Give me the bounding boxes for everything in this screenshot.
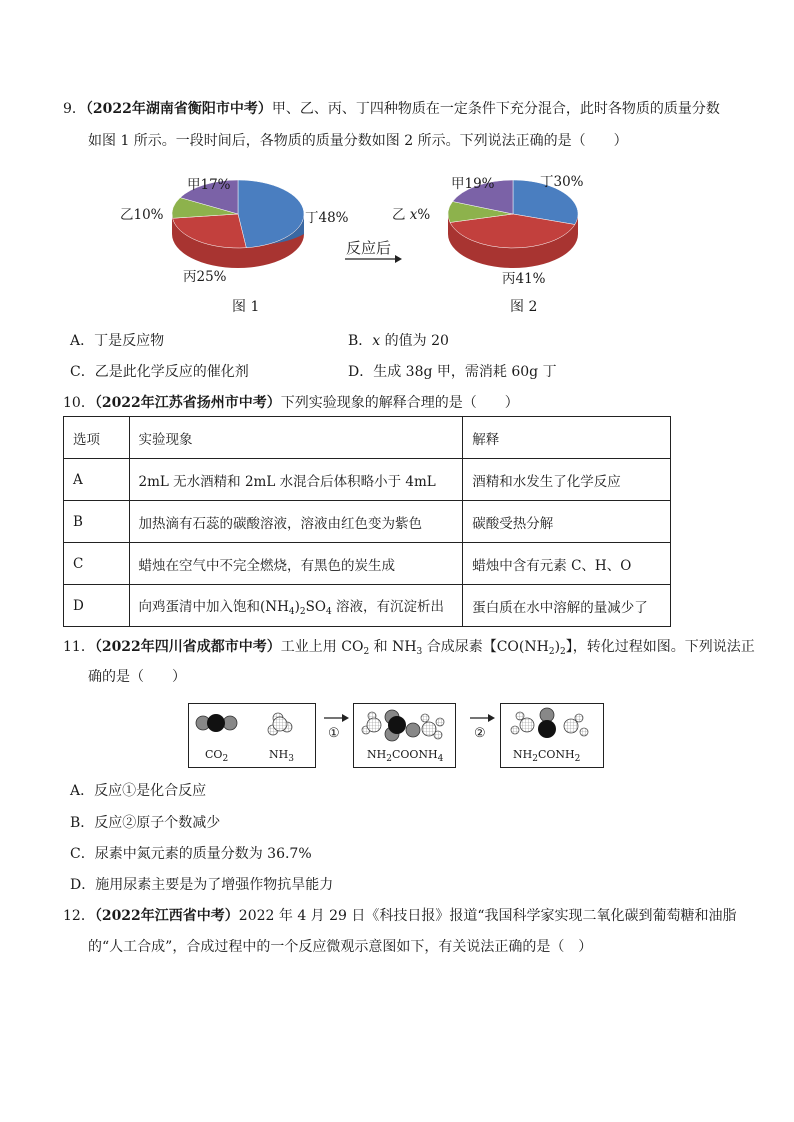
table-cell: B: [64, 501, 130, 543]
q11-line1: 11．（2022年四川省成都市中考）工业上用 $CO_2$ 和 $NH_3$ 合成尿素【$CO(NH_2)_2$】，转化过程如图。下列说法正: [63, 639, 755, 657]
reaction-arrow-label: 反应后: [346, 239, 392, 257]
table-row: [64, 501, 671, 543]
q11-option-d: D．施用尿素主要是为了增强作物抗旱能力: [70, 877, 334, 893]
table-header-cell: 选项: [64, 417, 130, 459]
q10-stem: 下列实验现象的解释合理的是（ ）: [280, 395, 519, 411]
intermediate-molecule-icon: [354, 704, 455, 746]
urea-label: $NH_2CONH_2$: [513, 748, 581, 764]
table-row: [64, 585, 671, 627]
pie1-label-bing: 丙25%: [183, 269, 227, 285]
intermediate-label: $NH_2COONH_4$: [367, 748, 444, 764]
q9-line1: [63, 99, 720, 119]
table-cell: 蛋白质在水中溶解的量减少了: [463, 585, 671, 627]
q10-table: [63, 416, 671, 627]
q10-source: （2022年江苏省扬州市中考）: [94, 395, 281, 411]
co2-label: $CO_2$: [205, 748, 229, 764]
table-header-row: [64, 417, 671, 459]
figure1-caption: 图 1: [232, 299, 260, 315]
q9-option-c: C．乙是此化学反应的催化剂: [70, 364, 249, 380]
pie2-label-bing: 丙41%: [502, 271, 546, 287]
q11-source: （2022年四川省成都市中考）: [94, 639, 281, 655]
q12-stem-line2: 的“人工合成”，合成过程中的一个反应微观示意图如下，有关说法正确的是（ ）: [88, 939, 593, 955]
table-cell: 蜡烛中含有元素 C、H、O: [463, 543, 671, 585]
figure2-caption: 图 2: [510, 299, 538, 315]
pie2-label-ding: 丁30%: [540, 174, 584, 190]
table-header-cell: 实验现象: [129, 417, 463, 459]
step1-label: ①: [328, 726, 340, 741]
q11-stem-line2: 确的是（ ）: [88, 669, 186, 685]
q11-option-b: B．反应②原子个数减少: [70, 815, 221, 831]
q9-option-d: D．生成 38g 甲，需消耗 60g 丁: [348, 364, 557, 380]
reactants-box: [188, 703, 316, 768]
pie1-label-ding: 丁48%: [305, 210, 349, 226]
table-row: [64, 543, 671, 585]
pie2-label-yi: 乙 x%: [392, 207, 431, 223]
q9-option-a: A．丁是反应物: [70, 333, 165, 349]
q12-source: （2022年江西省中考）: [94, 908, 239, 924]
table-cell: C: [64, 543, 130, 585]
urea-molecule-icon: [501, 704, 603, 746]
q12-line1: [63, 906, 737, 926]
q11-option-a: A．反应①是化合反应: [70, 783, 207, 799]
q12-number: 12．: [63, 908, 95, 924]
q9-source: （2022年湖南省衡阳市中考）: [85, 101, 272, 117]
pie1-label-jia: 甲17%: [187, 177, 231, 193]
step2-arrow-icon: [468, 713, 496, 723]
q9-stem-line1: 甲、乙、丙、丁四种物质在一定条件下充分混合，此时各物质的质量分数: [271, 101, 720, 117]
table-cell: 酒精和水发生了化学反应: [463, 459, 671, 501]
product-box: [500, 703, 604, 768]
q12-stem-line1: 2022 年 4 月 29 日《科技日报》报道“我国科学家实现二氧化碳到葡萄糖和油脂: [238, 908, 737, 924]
q10-line1: [63, 393, 519, 413]
table-cell: A: [64, 459, 130, 501]
q11-option-c: C．尿素中氮元素的质量分数为 36.7%: [70, 846, 312, 862]
q11-number: 11．: [63, 639, 95, 655]
table-cell: 加热滴有石蕊的碳酸溶液，溶液由红色变为紫色: [129, 501, 463, 543]
pie2-label-jia: 甲19%: [451, 176, 495, 192]
intermediate-box: [353, 703, 456, 768]
nh3-label: $NH_3$: [269, 748, 294, 764]
table-row: [64, 459, 671, 501]
table-cell: 蜡烛在空气中不完全燃烧，有黑色的炭生成: [129, 543, 463, 585]
table-cell: 2mL 无水酒精和 2mL 水混合后体积略小于 4mL: [129, 459, 463, 501]
q9-stem-line2: 如图 1 所示。一段时间后，各物质的质量分数如图 2 所示。下列说法正确的是（ ）: [88, 133, 628, 149]
pie1-label-yi: 乙10%: [120, 207, 164, 223]
q9-number: 9．: [63, 101, 86, 117]
q9-option-b: B．x 的值为 20: [348, 333, 449, 349]
table-cell: 向鸡蛋清中加入饱和$(NH_4)_2SO_4$ 溶液，有沉淀析出: [129, 585, 463, 627]
q10-number: 10．: [63, 395, 95, 411]
table-cell: 碳酸受热分解: [463, 501, 671, 543]
reaction-arrow-icon: [345, 254, 403, 264]
step2-label: ②: [474, 726, 486, 741]
step1-arrow-icon: [322, 713, 350, 723]
table-cell: D: [64, 585, 130, 627]
reactant-molecules-icon: [189, 704, 315, 746]
table-header-cell: 解释: [463, 417, 671, 459]
